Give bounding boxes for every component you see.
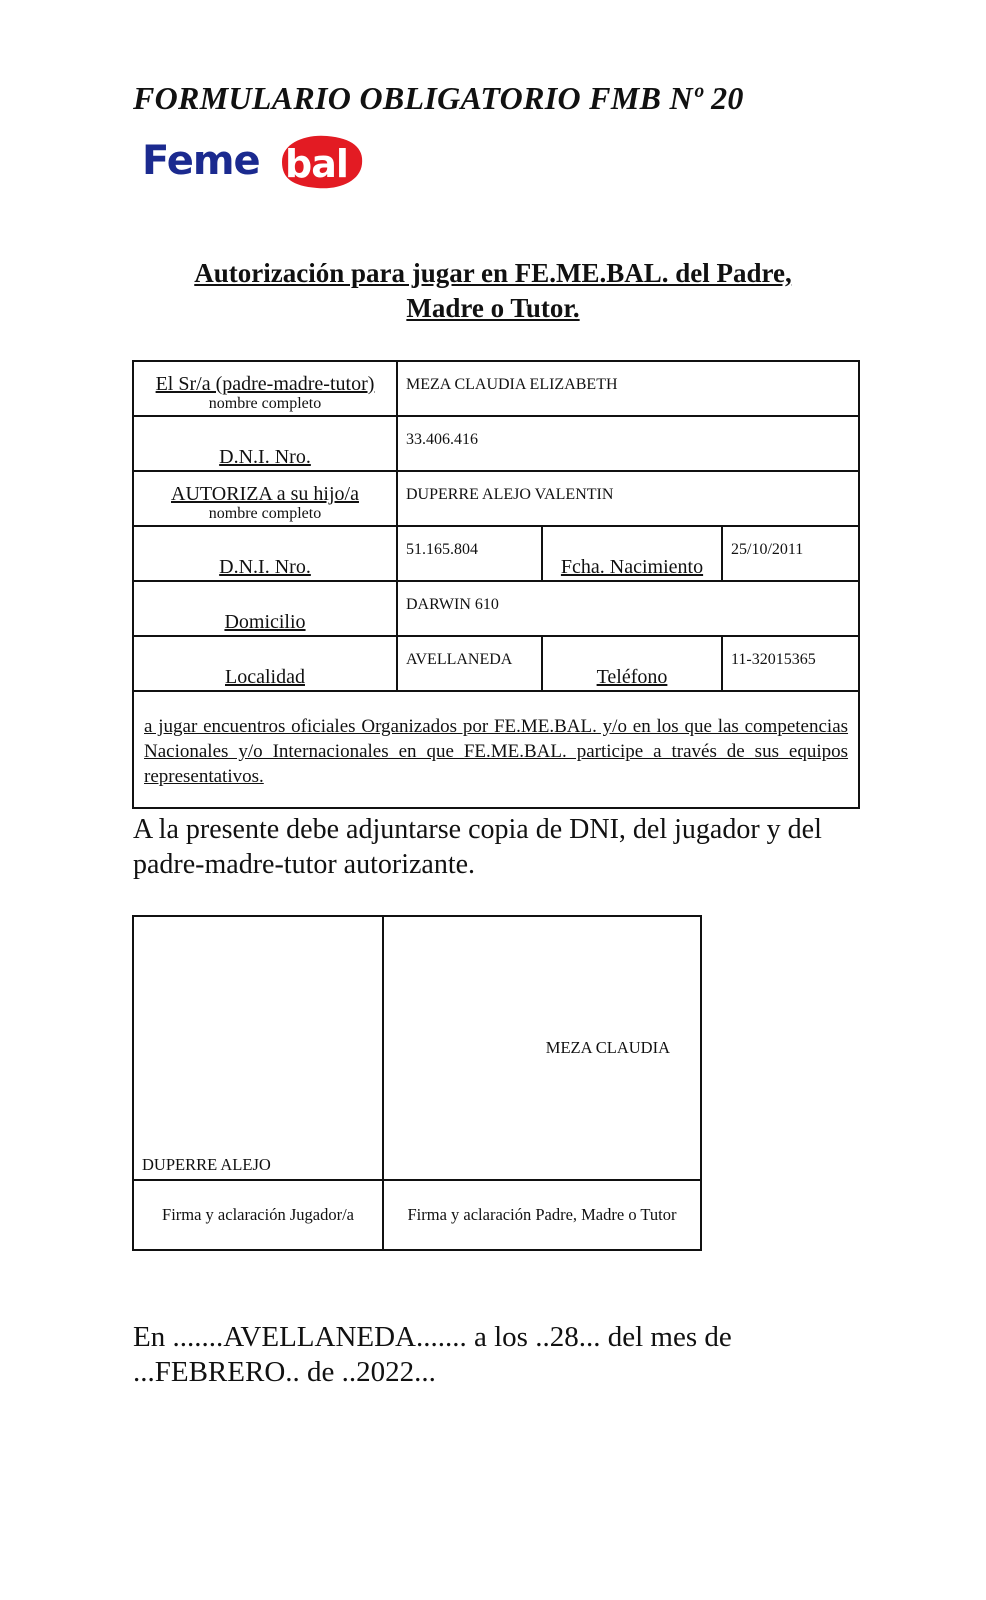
signature-table xyxy=(132,915,702,1251)
birth-date-field[interactable]: 25/10/2011 xyxy=(722,526,859,581)
child-dni-label: D.N.I. Nro. xyxy=(219,556,311,578)
femebal-logo xyxy=(142,132,364,192)
child-dni-field[interactable]: 51.165.804 xyxy=(397,526,542,581)
attachment-note: A la presente debe adjuntarse copia de DNI, del jugador y del padre-madre-tutor autorizante. xyxy=(133,814,822,880)
child-dni-label-cell xyxy=(133,526,397,581)
player-signature-name: DUPERRE ALEJO xyxy=(142,1155,271,1174)
parent-signature-box[interactable] xyxy=(383,916,701,1180)
locality-label: Localidad xyxy=(225,666,305,688)
address-label-cell xyxy=(133,581,397,636)
heading-line-1: Autorización para jugar en FE.ME.BAL. del Padre, xyxy=(194,258,792,288)
locality-label-cell xyxy=(133,636,397,691)
footer-line-1: En .......AVELLANEDA....... a los ..28... del mes de xyxy=(133,1321,732,1353)
svg-text:bal: bal xyxy=(285,142,348,186)
authorizes-label: AUTORIZA a su hijo/a xyxy=(171,483,359,505)
child-sublabel: nombre completo xyxy=(208,505,322,522)
child-name-field[interactable]: DUPERRE ALEJO VALENTIN xyxy=(397,471,859,526)
svg-text:Feme: Feme xyxy=(142,138,260,184)
phone-label-cell xyxy=(542,636,722,691)
player-signature-box[interactable] xyxy=(133,916,383,1180)
phone-label: Teléfono xyxy=(596,666,668,688)
birth-label-cell xyxy=(542,526,722,581)
parent-label-cell xyxy=(133,361,397,416)
parent-name-field[interactable]: MEZA CLAUDIA ELIZABETH xyxy=(397,361,859,416)
form-heading xyxy=(150,256,836,326)
footer-line-2: ...FEBRERO.. de ..2022... xyxy=(133,1356,436,1388)
parent-signature-name: MEZA CLAUDIA xyxy=(545,1038,670,1057)
authorization-text: a jugar encuentros oficiales Organizados por FE.ME.BAL. y/o en los que las competencias Nacionales y/o Internacionales en que FE.ME.BAL. participe a través de sus equipos representativos. xyxy=(133,691,859,808)
address-field[interactable]: DARWIN 610 xyxy=(397,581,859,636)
parent-dni-label-cell xyxy=(133,416,397,471)
locality-field[interactable]: AVELLANEDA xyxy=(397,636,542,691)
birth-label: Fcha. Nacimiento xyxy=(560,556,704,578)
place-date-footer xyxy=(133,1320,853,1390)
heading-line-2: Madre o Tutor. xyxy=(406,293,580,323)
document-title: FORMULARIO OBLIGATORIO FMB Nº 20 xyxy=(133,80,744,116)
parent-sublabel: nombre completo xyxy=(208,395,322,412)
player-signature-caption: Firma y aclaración Jugador/a xyxy=(133,1180,383,1250)
parent-signature-caption: Firma y aclaración Padre, Madre o Tutor xyxy=(383,1180,701,1250)
phone-field[interactable]: 11-32015365 xyxy=(722,636,859,691)
parent-dni-label: D.N.I. Nro. xyxy=(219,446,311,468)
parent-dni-field[interactable]: 33.406.416 xyxy=(397,416,859,471)
parent-label: El Sr/a (padre-madre-tutor) xyxy=(155,373,375,395)
child-label-cell xyxy=(133,471,397,526)
address-label: Domicilio xyxy=(224,611,306,633)
authorization-form-table xyxy=(132,360,860,809)
